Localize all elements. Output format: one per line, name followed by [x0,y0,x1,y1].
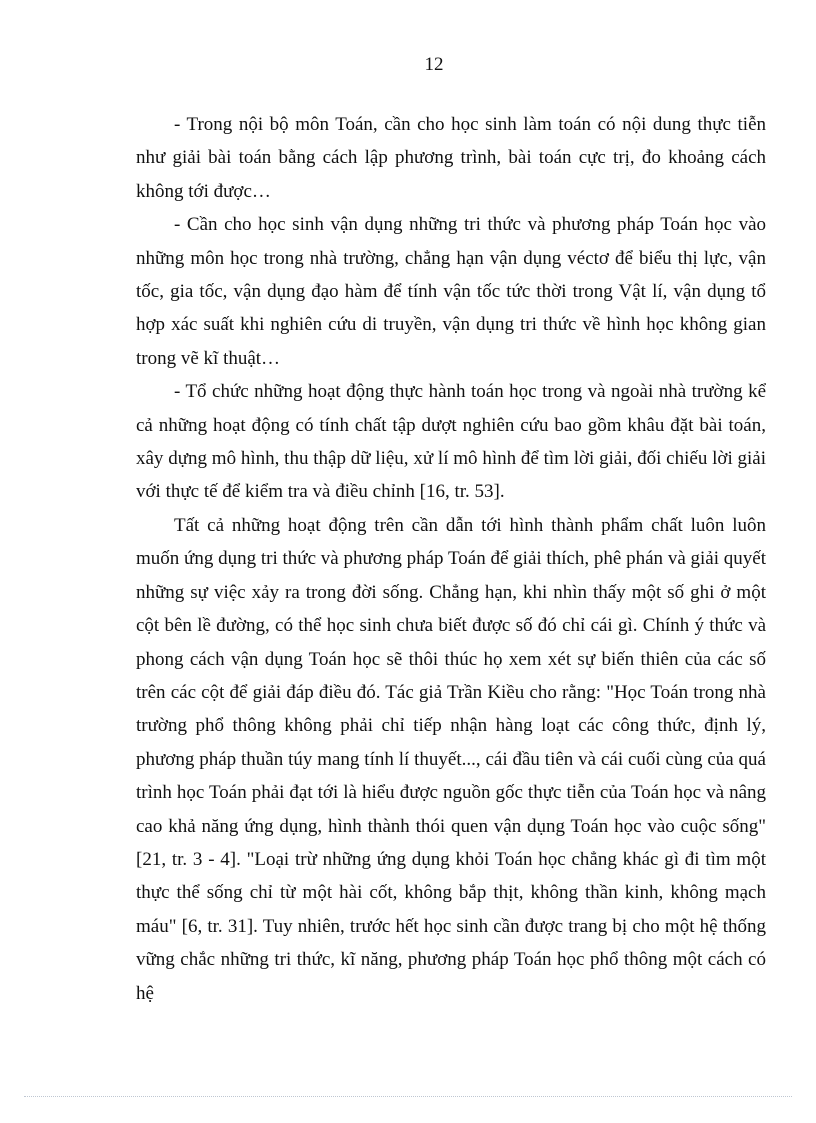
paragraph-math-internal: - Trong nội bộ môn Toán, cần cho học sinh làm toán có nội dung thực tiễn như giải bài toán bằng cách lập phương trình, bài toán cực trị, đo khoảng cách không tới được… [136,114,766,202]
document-body [136,108,766,1010]
page-number: 12 [424,54,444,75]
paragraph-conclusion: Tất cả những hoạt động trên cần dẫn tới hình thành phẩm chất luôn luôn muốn ứng dụng tri thức và phương pháp Toán để giải thích, phê phán và giải quyết những sự việc xảy ra trong đời sống. Chẳng hạn, khi nhìn thấy một số ghi ở một cột bên lề đường, có thể học sinh chưa biết được số đó chỉ cái gì. Chính ý thức và phong cách vận dụng Toán học sẽ thôi thúc họ xem xét sự biến thiên của các số trên các cột để giải đáp điều đó. Tác giả Trần Kiều cho rằng: "Học Toán trong nhà trường phổ thông không phải chỉ tiếp nhận hàng loạt các công thức, định lý, phương pháp thuần túy mang tính lí thuyết..., cái đầu tiên và cái cuối cùng của quá trình học Toán phải đạt tới là hiểu được nguồn gốc thực tiễn của Toán học và nâng cao khả năng ứng dụng, hình thành thói quen vận dụng Toán học vào cuộc sống" [21, tr. 3 - 4]. "Loại trừ những ứng dụng khỏi Toán học chẳng khác gì đi tìm một thực thể sống chỉ từ một hài cốt, không bắp thịt, không thần kinh, không mạch máu" [6, tr. 31]. Tuy nhiên, trước hết học sinh cần được trang bị cho một hệ thống vững chắc những tri thức, kĩ năng, phương pháp Toán học phổ thông một cách có hệ [136,514,766,1004]
page-bottom-divider [24,1096,792,1097]
paragraph-cross-subject: - Cần cho học sinh vận dụng những tri thức và phương pháp Toán học vào những môn học trong nhà trường, chẳng hạn vận dụng véctơ để biểu thị lực, vận tốc, gia tốc, vận dụng đạo hàm để tính vận tốc tức thời trong Vật lí, vận dụng tổ hợp xác suất khi nghiên cứu di truyền, vận dụng tri thức về hình học không gian trong vẽ kĩ thuật… [136,214,766,369]
paragraph-practical-activities: - Tổ chức những hoạt động thực hành toán học trong và ngoài nhà trường kể cả những hoạt động có tính chất tập dượt nghiên cứu bao gồm khâu đặt bài toán, xây dựng mô hình, thu thập dữ liệu, xử lí mô hình để tìm lời giải, đối chiếu lời giải với thực tế để kiểm tra và điều chỉnh [16, tr. 53]. [136,381,766,503]
